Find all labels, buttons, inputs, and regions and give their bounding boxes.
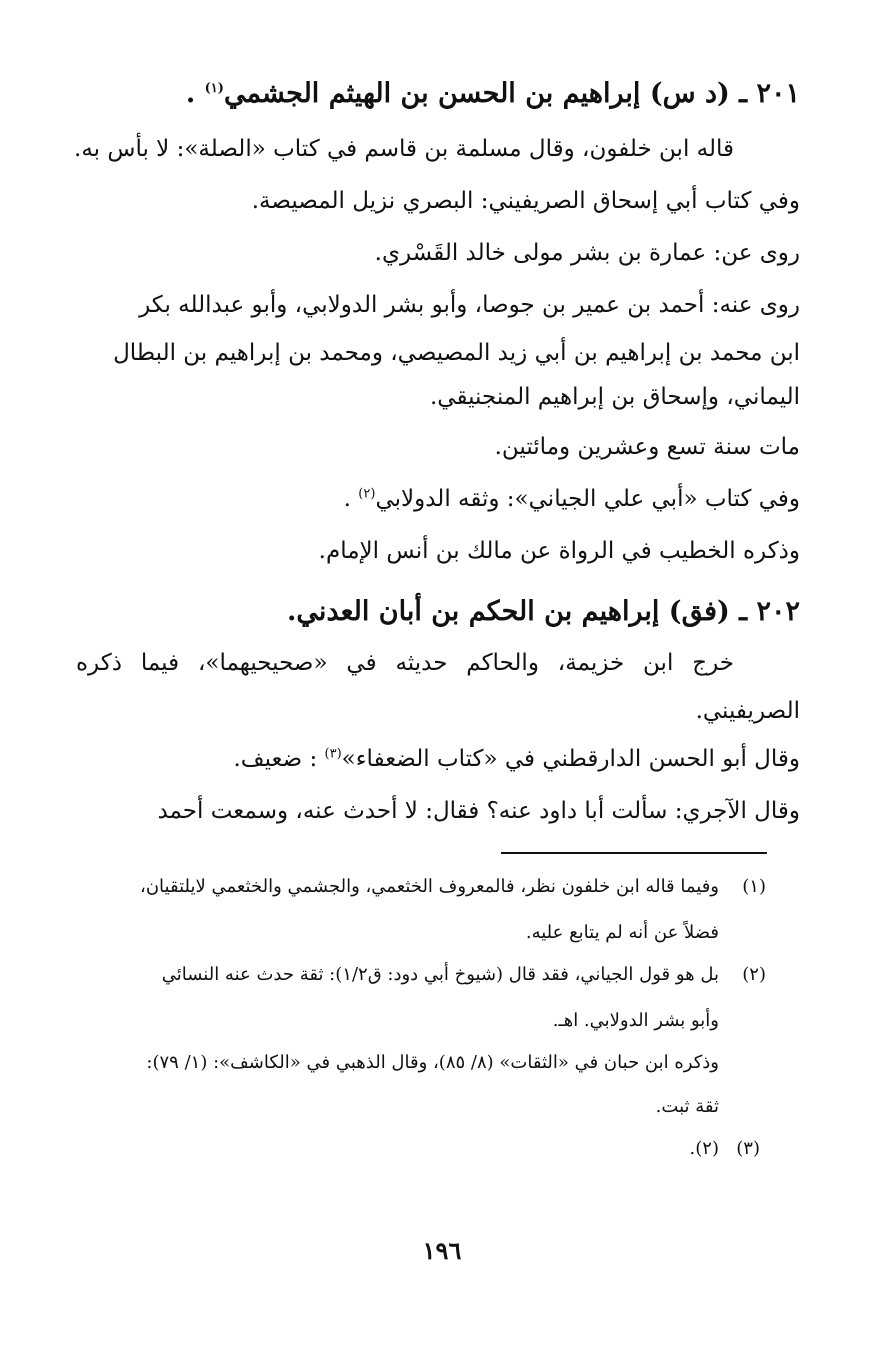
footnote-2-number: (٢)	[742, 964, 766, 985]
footnote-3-number: (٣)	[736, 1138, 760, 1159]
title-end-mark: .	[185, 78, 196, 109]
entry-202-daraqutni-line	[78, 748, 800, 771]
footnote-2-line-4: ثقة ثبت.	[655, 1096, 719, 1117]
jayyani-text: وفي كتاب «أبي علي الجياني»: وثقه الدولابي	[375, 486, 800, 512]
footnote-divider	[501, 852, 767, 854]
footnote-1-line-1: وفيما قاله ابن خلفون نظر، فالمعروف الخثعمي، والجشمي والخثعمي لايلتقيان،	[140, 876, 719, 897]
footnote-1-line-2: فضلاً عن أنه لم يتابع عليه.	[525, 922, 719, 943]
entry-201-line-1: قاله ابن خلفون، وقال مسلمة بن قاسم في كتاب «الصلة»: لا بأس به.	[74, 136, 734, 162]
entry-202-ajurri-line: وقال الآجري: سألت أبا داود عنه؟ فقال: لا أحدث عنه، وسمعت أحمد	[157, 798, 800, 824]
footnote-2-line-3: وذكره ابن حبان في «الثقات» (٨/ ٨٥)، وقال الذهبي في «الكاشف»: (١/ ٧٩):	[146, 1052, 719, 1073]
page-number: ١٩٦	[422, 1236, 462, 1265]
daraqutni-text: وقال أبو الحسن الدارقطني في «كتاب الضعفاء»	[341, 746, 800, 772]
jayyani-end-mark: .	[343, 486, 351, 512]
entry-201-line-3: روى عن: عمارة بن بشر مولى خالد القَسْري.	[374, 240, 800, 266]
entry-201-line-6: اليماني، وإسحاق بن إبراهيم المنجنيقي.	[430, 384, 800, 410]
footnote-2-line-2: وأبو بشر الدولابي. اهـ.	[552, 1010, 719, 1031]
footnote-2-line-1: بل هو قول الجياني، فقد قال (شيوخ أبي دود: ق١/٢): ثقة حدث عنه النسائي	[161, 964, 719, 985]
entry-201-heading: ٢٠١ ـ (د س) إبراهيم بن الحسن بن الهيثم الجشمي	[223, 78, 800, 109]
entry-201-line-4: روى عنه: أحمد بن عمير بن جوصا، وأبو بشر الدولابي، وأبو عبدالله بكر	[139, 292, 800, 318]
footnote-1-number: (١)	[742, 876, 766, 897]
footnote-3-text: (٢).	[689, 1138, 719, 1159]
entry-201-line-7: مات سنة تسع وعشرين ومائتين.	[494, 434, 800, 460]
entry-201-jayyani-line	[78, 488, 800, 511]
footnote-ref-2: (٢)	[358, 486, 376, 502]
entry-201-khatib-line: وذكره الخطيب في الرواة عن مالك بن أنس الإمام.	[318, 538, 800, 564]
daraqutni-end: : ضعيف.	[233, 746, 318, 772]
footnote-ref-1: (١)	[204, 81, 224, 96]
entry-201-line-5: ابن محمد بن إبراهيم بن أبي زيد المصيصي، ومحمد بن إبراهيم بن البطال	[113, 340, 800, 366]
entry-201-line-2: وفي كتاب أبي إسحاق الصريفيني: البصري نزيل المصيصة.	[251, 188, 800, 214]
entry-202-line-2: الصريفيني.	[695, 698, 800, 724]
entry-202-line-1: خرج ابن خزيمة، والحاكم حديثه في «صحيحيهما»، فيما ذكره	[76, 650, 734, 676]
entry-201-title	[78, 80, 800, 107]
entry-202-title: ٢٠٢ ـ (فق) إبراهيم بن الحكم بن أبان العدني.	[287, 596, 800, 627]
footnote-ref-3: (٣)	[324, 746, 342, 762]
